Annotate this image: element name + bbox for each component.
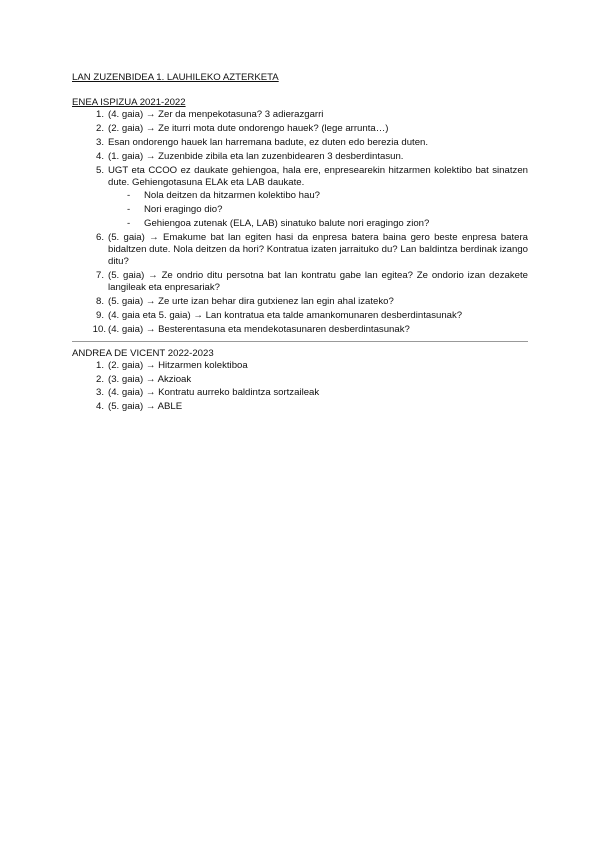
list-item [72,270,528,294]
list-item [72,324,528,336]
dash-bullet: - [127,218,131,230]
dash-bullet: - [127,204,131,216]
sub-list-item [108,204,528,216]
list-item [72,137,528,149]
item-number: 9. [95,309,104,321]
question-list-andrea-de-vicent [72,360,528,414]
item-text: UGT eta CCOO ez daukate gehiengoa, hala ere, enpresearekin hitzarmen kolektibo bat sinatzen dute. Gehiengotasuna ELAk eta LAB daukate. [108,164,528,188]
item-text: Esan ondorengo hauek lan harremana badute, ez duten edo berezia duten. [108,136,429,148]
item-text: (1. gaia) → Zuzenbide zibila eta lan zuzenbidearen 3 desberdintasun. [108,150,404,162]
item-text: (4. gaia) → Zer da menpekotasuna? 3 adierazgarri [108,109,324,120]
item-text: (2. gaia) → Hitzarmen kolektiboa [108,359,248,371]
item-number: 1. [95,109,104,120]
list-item [72,374,528,386]
list-item [72,123,528,135]
list-item [72,310,528,322]
document-page [72,72,528,415]
item-number: 2. [95,122,104,134]
section-divider [72,341,528,342]
item-number: 8. [95,295,104,307]
item-number: 1. [95,359,104,371]
list-item [72,109,528,121]
list-item [72,165,528,231]
item-text: (5. gaia) → Ze urte izan behar dira gutxienez lan egin ahal izateko? [108,295,394,307]
item-text: (5. gaia) → ABLE [108,401,183,413]
sub-item-text: Nori eragingo dio? [144,204,223,216]
item-text: (5. gaia) → Ze ondrio ditu persotna bat lan kontratu gabe lan egitea? Ze ondorio izan dezakete langileak eta enpresariak? [108,270,528,294]
item-number: 5. [95,164,104,176]
item-number: 4. [95,401,104,413]
item-number: 6. [95,232,104,244]
item-text: (5. gaia) → Emakume bat lan egiten hasi da enpresa batera baina gero beste enpresa batera bidaltzen dute. Nola deitzen da hori? Kontratua izaten jarraituko du? Lan baldintza berdinak izango ditu? [108,232,528,268]
item-text: (3. gaia) → Akzioak [108,373,192,385]
item-number: 3. [95,387,104,399]
item-number: 4. [95,150,104,162]
list-item [72,360,528,372]
item-number: 2. [95,373,104,385]
section-heading-andrea-de-vicent: ANDREA DE VICENT 2022-2023 [72,347,214,359]
item-number: 10. [92,323,106,335]
item-text: (4. gaia) → Kontratu aurreko baldintza sortzaileak [108,387,320,399]
list-item [72,151,528,163]
item-number: 3. [95,136,104,148]
sub-item-text: Nola deitzen da hitzarmen kolektibo hau? [144,190,320,202]
list-item [72,401,528,413]
question-list-enea-ispizua [72,109,528,336]
list-item [72,232,528,268]
item-text: (2. gaia) → Ze iturri mota dute ondorengo hauek? (lege arrunta…) [108,122,389,134]
sub-item-text: Gehiengoa zutenak (ELA, LAB) sinatuko balute nori eragingo zion? [144,218,430,230]
list-item [72,387,528,399]
list-item [72,296,528,308]
sub-list-item [108,190,528,202]
sub-question-list [108,190,528,230]
item-number: 7. [95,270,104,282]
document-title: LAN ZUZENBIDEA 1. LAUHILEKO AZTERKETA [72,72,279,83]
item-text: (4. gaia) → Besterentasuna eta mendekotasunaren desberdintasunak? [108,323,410,335]
dash-bullet: - [127,190,131,202]
section-heading-enea-ispizua: ENEA ISPIZUA 2021-2022 [72,97,186,108]
item-text: (4. gaia eta 5. gaia) → Lan kontratua eta talde amankomunaren desberdintasunak? [108,309,463,321]
sub-list-item [108,218,528,230]
